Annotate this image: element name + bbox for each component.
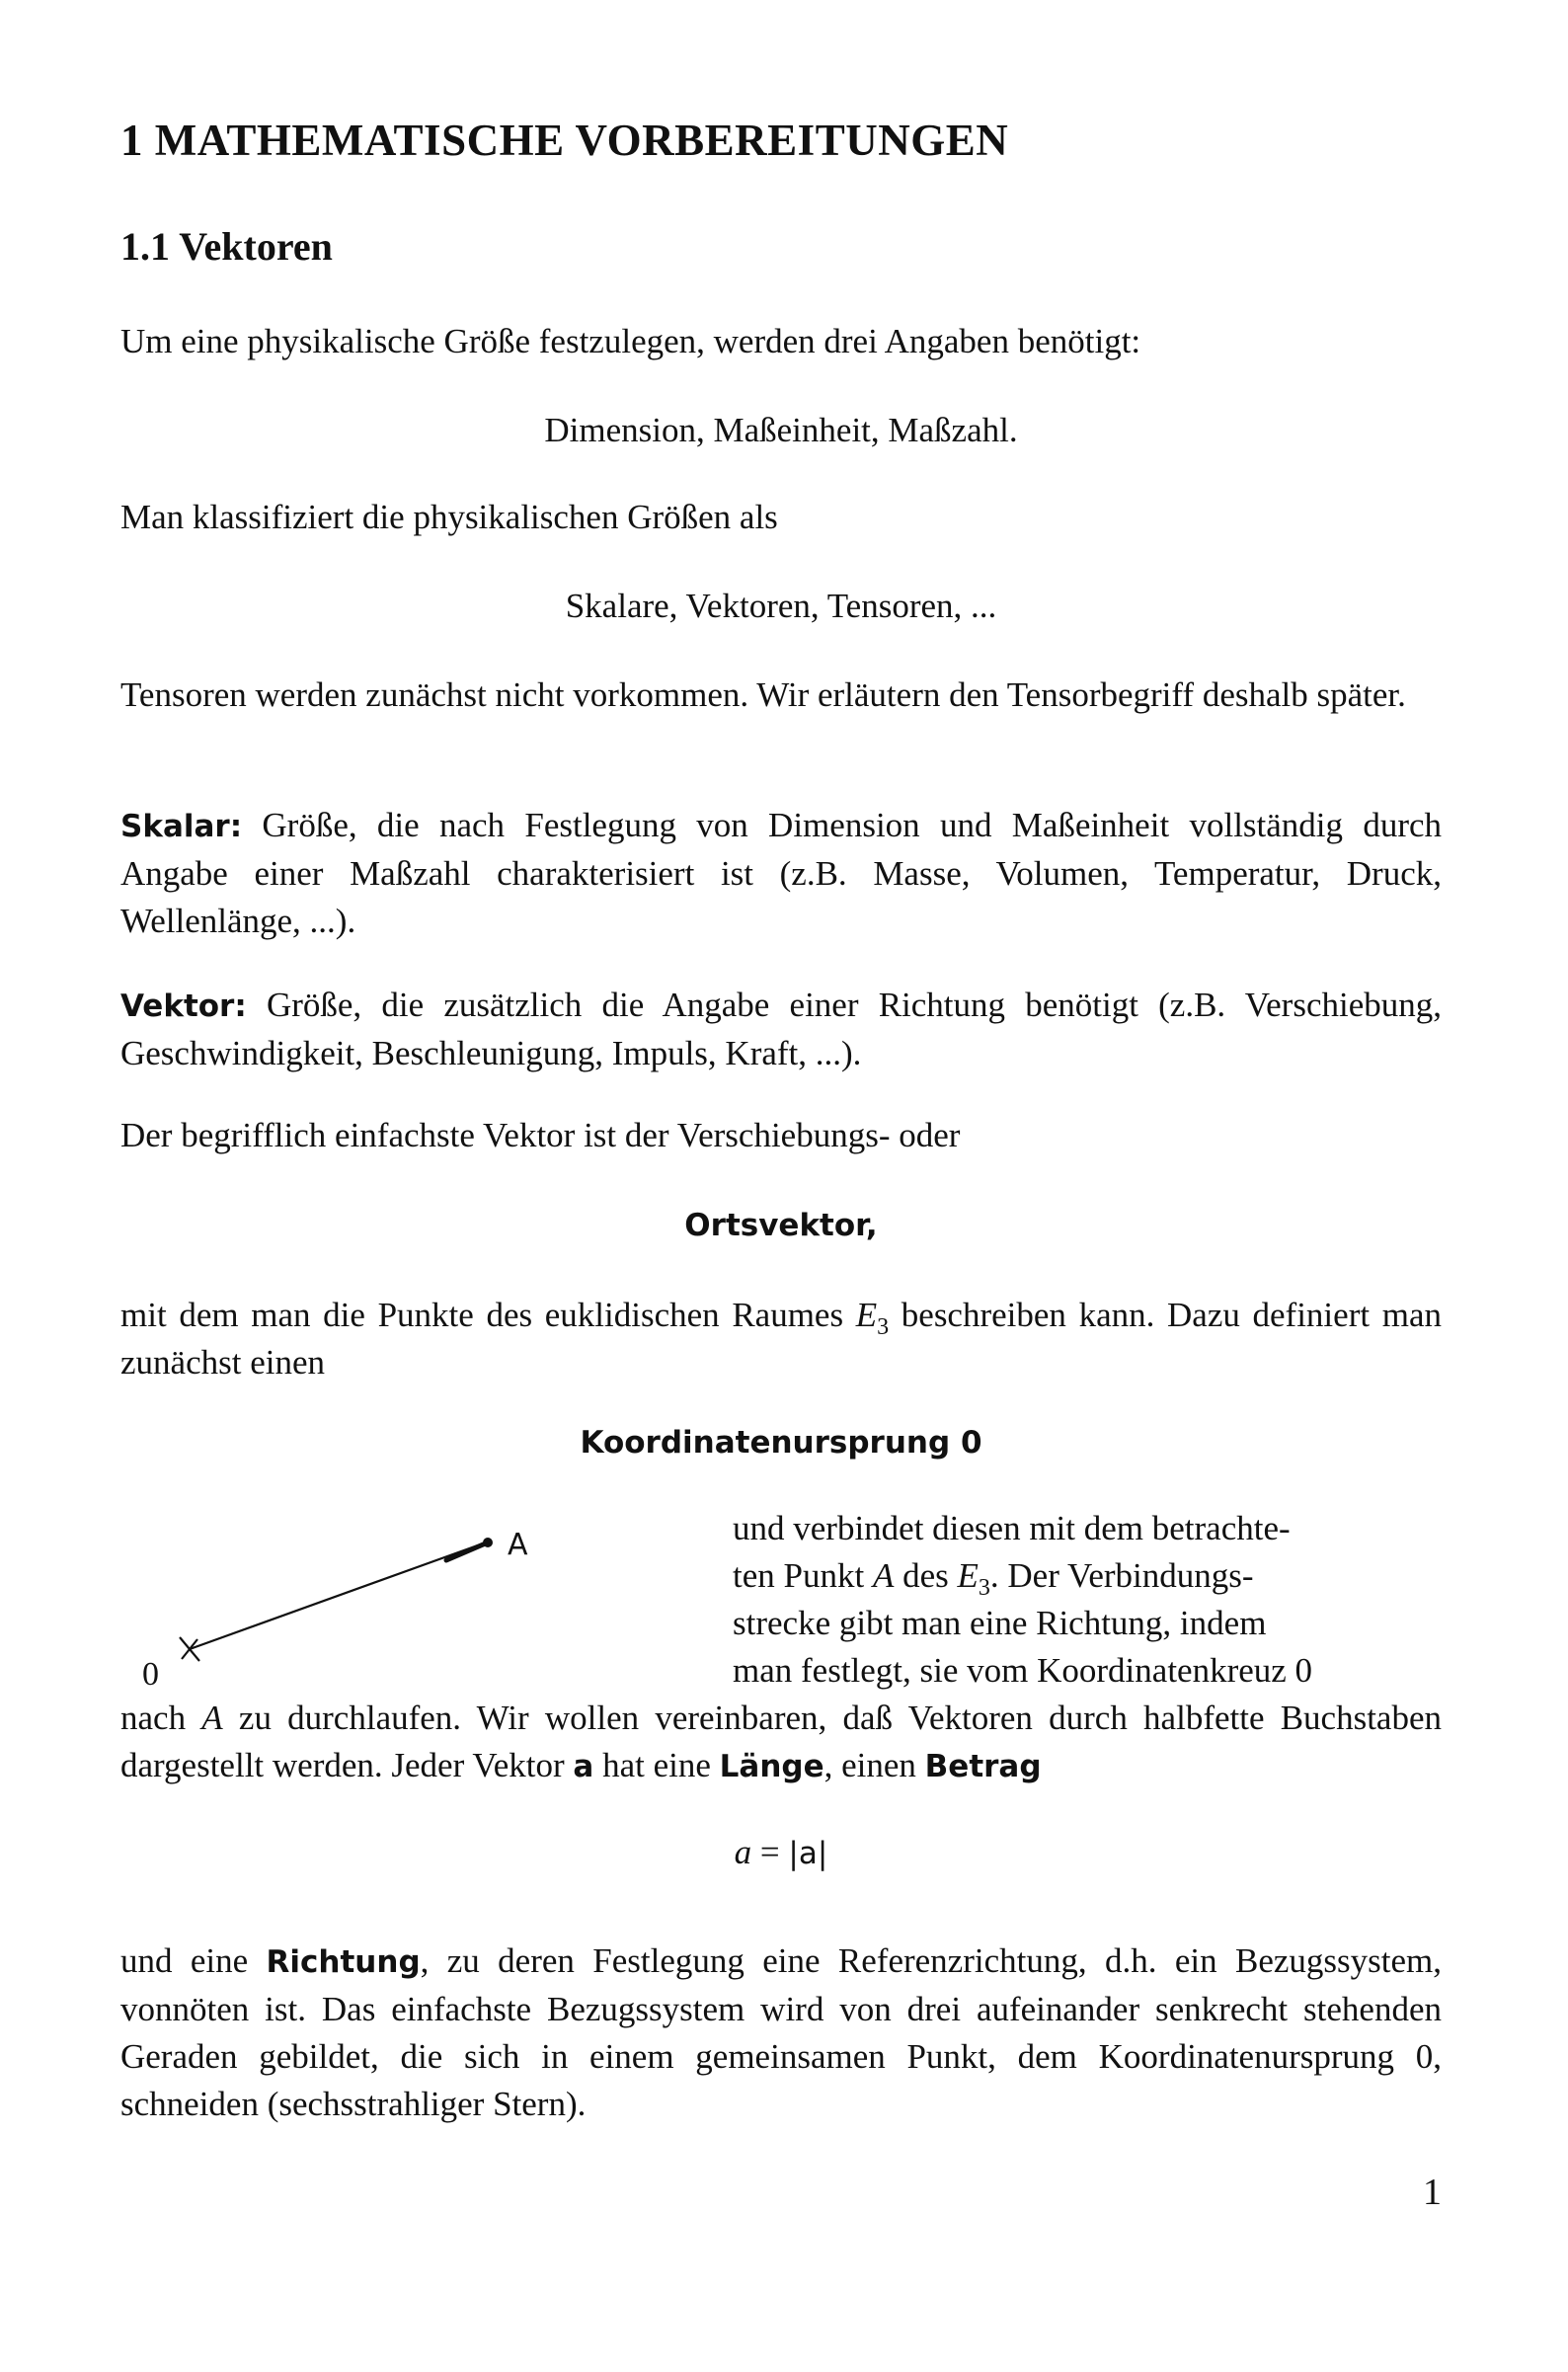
- connecting-line: [190, 1542, 486, 1649]
- origin-label: 0: [142, 1656, 159, 1693]
- space-symbol: E: [855, 1296, 878, 1334]
- chapter-title: 1 MATHEMATISCHE VORBEREITUNGEN: [120, 116, 1009, 165]
- intro-list: Dimension, Maßeinheit, Maßzahl.: [544, 411, 1018, 449]
- origin-heading: Koordinatenursprung 0: [580, 1425, 982, 1461]
- bold-vector-a: a: [573, 1749, 594, 1784]
- intro-paragraph: Um eine physikalische Größe festzulegen, werden drei Angaben benötigt:: [120, 322, 1141, 360]
- vector-diagram: [120, 1511, 585, 1718]
- simplest-vector-paragraph: Der begrifflich einfachste Vektor ist der Verschiebungs- oder: [120, 1116, 961, 1154]
- final-paragraph: und eine Richtung, zu deren Festlegung eine Referenzrichtung, d.h. ein Bezugssystem, vonnöten ist. Das einfachste Bezugssystem wird von drei aufeinander senkrecht stehenden Geraden gebildet, die sich in einem gemeinsamen Punkt, dem Koordinatenursprung 0, schneiden (sechsstrahliger Stern).: [120, 1941, 1442, 2123]
- point-a-label: A: [508, 1528, 528, 1562]
- term-laenge: Länge: [719, 1749, 824, 1784]
- vector-figure: [120, 1511, 585, 1718]
- classify-list: Skalare, Vektoren, Tensoren, ...: [565, 587, 997, 625]
- skalar-term: Skalar:: [120, 809, 243, 844]
- arrow-head: [446, 1542, 488, 1560]
- ortsvektor-heading: Ortsvektor,: [684, 1208, 878, 1243]
- term-betrag: Betrag: [924, 1749, 1042, 1784]
- formula-rhs: |a|: [788, 1836, 828, 1871]
- skalar-definition: [120, 802, 1442, 945]
- vektor-text: Größe, die zusätzlich die Angabe einer Richtung benötigt (z.B. Verschiebung, Geschwindigkeit, Beschleunigung, Impuls, Kraft, ...).: [120, 986, 1442, 1072]
- classify-paragraph: Man klassifiziert die physikalischen Größen als: [120, 498, 778, 536]
- formula: a = |a|: [734, 1833, 828, 1871]
- vektor-term: Vektor:: [120, 988, 247, 1024]
- formula-lhs: a: [734, 1833, 752, 1871]
- continuation-paragraph: nach A zu durchlaufen. Wir wollen vereinbaren, daß Vektoren durch halbfette Buchstaben dargestellt werden. Jeder Vektor a hat eine Länge, einen Betrag: [120, 1699, 1442, 1784]
- section-title: 1.1 Vektoren: [120, 224, 333, 269]
- vektor-definition: [120, 982, 1442, 1077]
- wrap-line-1: und verbindet diesen mit dem betrachte-: [733, 1509, 1291, 1547]
- wrap-line-3: strecke gibt man eine Richtung, indem: [733, 1604, 1267, 1642]
- term-richtung: Richtung: [266, 1944, 421, 1980]
- skalar-text: Größe, die nach Festlegung von Dimension und Maßeinheit vollständig durch Angabe einer Maßzahl charakterisiert ist (z.B. Masse, Volumen, Temperatur, Druck, Wellenlänge, ...).: [120, 806, 1443, 940]
- point-a-dot: [483, 1538, 493, 1547]
- tensor-note: Tensoren werden zunächst nicht vorkommen. Wir erläutern den Tensorbegriff deshalb später.: [120, 675, 1406, 714]
- wrap-line-4: man festlegt, sie vom Koordinatenkreuz 0: [733, 1651, 1313, 1690]
- page-number: 1: [1423, 2172, 1442, 2213]
- points-paragraph: mit dem man die Punkte des euklidischen Raumes $E_3$ beschreiben kann. Dazu definiert man zunächst einen: [120, 1296, 1442, 1382]
- wrap-line-2: ten Punkt A des $E_3$. Der Verbindungs-: [733, 1556, 1254, 1601]
